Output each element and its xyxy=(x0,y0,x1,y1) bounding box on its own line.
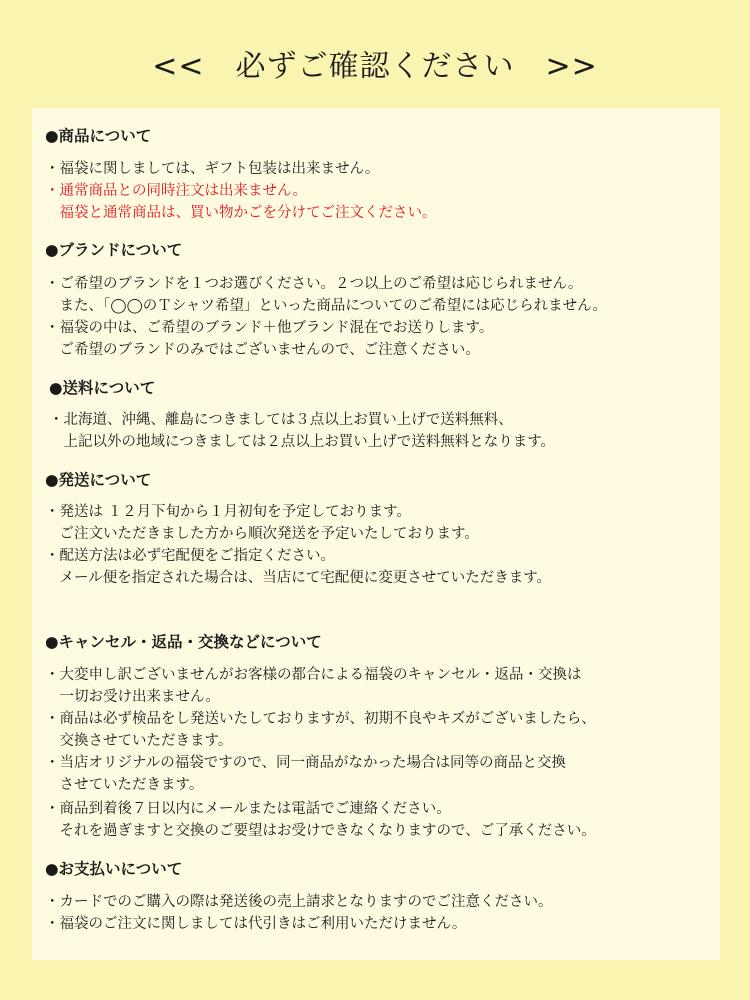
section-heading-shipping-fee: ●送料について xyxy=(49,379,156,397)
notice-line: ・福袋の中は、ご希望のブランド＋他ブランド混在でお送りします。 xyxy=(45,320,494,336)
notice-line: ご注文いただきました方から順次発送を予定いたしております。 xyxy=(45,526,479,542)
notice-line: メール便を指定された場合は、当店にて宅配便に変更させていただきます。 xyxy=(45,570,552,586)
notice-line: ・商品は必ず検品をし発送いたしておりますが、初期不良やキズがございましたら、 xyxy=(45,711,596,727)
notice-line: 一切お受け出来ません。 xyxy=(45,689,220,705)
warning-line: 福袋と通常商品は、買い物かごを分けてご注文ください。 xyxy=(45,205,437,221)
notice-line: それを過ぎますと交換のご要望はお受けできなくなりますので、ご了承ください。 xyxy=(45,823,596,839)
notice-line: ご希望のブランドのみではございませんので、ご注意ください。 xyxy=(45,342,480,358)
notice-line: 交換させていただきます。 xyxy=(45,733,233,749)
notice-line: ・配送方法は必ず宅配便をご指定ください。 xyxy=(45,548,335,564)
notice-line: ・カードでのご購入の際は発送後の売上請求となりますのでご注意ください。 xyxy=(45,894,553,910)
notice-line: ・商品到着後７日以内にメールまたは電話でご連絡ください。 xyxy=(45,801,451,817)
warning-line: ・通常商品との同時注文は出来ません。 xyxy=(45,183,307,199)
notice-line: また、「◯◯のＴシャツ希望」といった商品についてのご希望には応じられません。 xyxy=(45,298,607,314)
section-heading-payment: ●お支払いについて xyxy=(45,860,183,878)
page-title: << 必ずご確認ください >> xyxy=(152,49,598,84)
section-heading-delivery: ●発送について xyxy=(45,471,152,489)
notice-line: ・福袋に関しましては、ギフト包装は出来ません。 xyxy=(45,161,380,177)
notice-line: 上記以外の地域につきましては２点以上お買い上げで送料無料となります。 xyxy=(49,434,556,450)
section-heading-brand: ●ブランドについて xyxy=(45,241,183,259)
notice-line: ・当店オリジナルの福袋ですので、同一商品がなかった場合は同等の商品と交換 xyxy=(45,755,566,771)
notice-line: ・大変申し訳ございませんがお客様の都合による福袋のキャンセル・返品・交換は xyxy=(45,667,582,683)
notice-line: ・発送は １２月下旬から１月初旬を予定しております。 xyxy=(45,504,411,520)
notice-line: ・北海道、沖縄、離島につきましては３点以上お買い上げで送料無料、 xyxy=(49,412,513,428)
notice-line: ・ご希望のブランドを１つお選びください。２つ以上のご希望は応じられません。 xyxy=(45,276,583,292)
section-heading-cancel-return: ●キャンセル・返品・交換などについて xyxy=(45,633,322,651)
section-heading-products: ●商品について xyxy=(45,127,152,145)
notice-line: させていただきます。 xyxy=(45,777,204,793)
notice-line: ・福袋のご注文に関しましては代引きはご利用いただけません。 xyxy=(45,916,467,932)
